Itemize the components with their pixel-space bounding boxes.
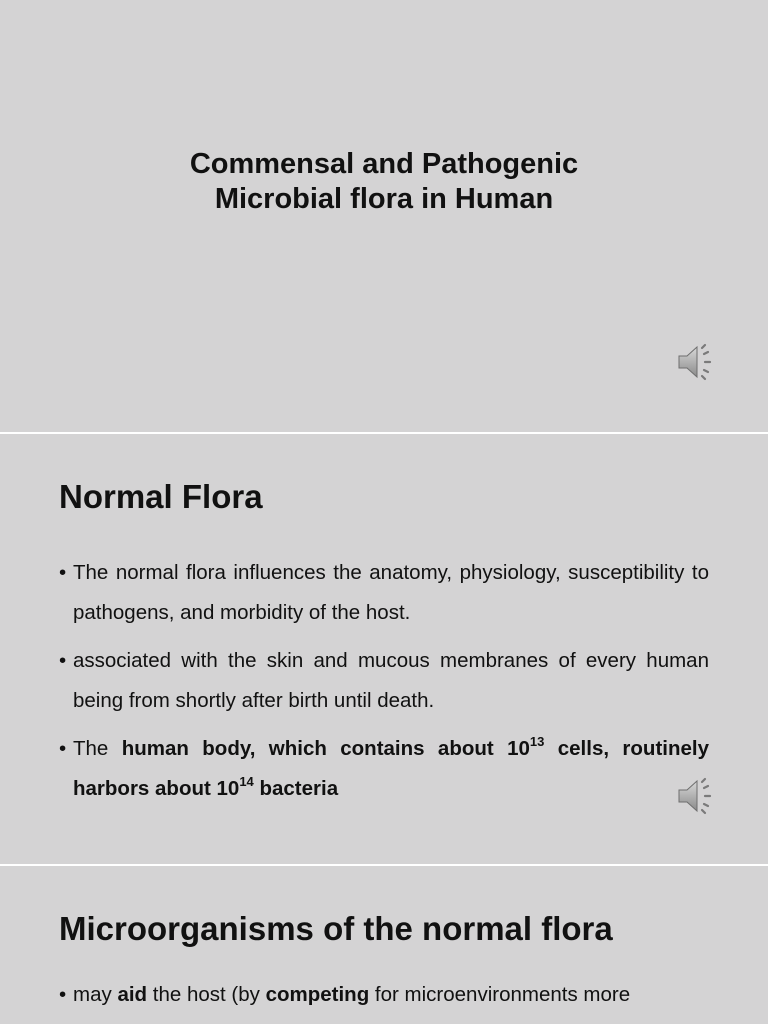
bullet-text-lead: The [73, 737, 122, 760]
bullet-dot: • [59, 737, 67, 760]
exponent: 13 [529, 734, 545, 749]
bullet-dot: • [59, 561, 67, 584]
title-line-2: Microbial flora in Human [214, 183, 554, 215]
bullet-dot: • [59, 983, 67, 1006]
bullet-text: the host (by [147, 983, 266, 1006]
bullet-text: associated with the skin and mucous membranes of every human being from shortly after birth until death. [73, 649, 709, 712]
bullet-list [59, 975, 709, 1023]
normal-flora-slide [0, 434, 768, 864]
bullet-text: may [73, 983, 118, 1006]
bullet-bold-text: cells, routinely harbors about 10 [73, 737, 709, 800]
exponent: 14 [239, 774, 254, 789]
list-item [59, 729, 709, 809]
bullet-bold-text: human body, which contains about 10 [121, 737, 530, 760]
slide-title [0, 147, 768, 217]
bullet-bold-text: competing [265, 983, 370, 1006]
slide-heading: Normal Flora [59, 478, 263, 515]
bullet-text: for microenvironments more [369, 983, 631, 1006]
list-item [59, 553, 709, 633]
list-item [59, 975, 709, 1015]
speaker-icon[interactable] [677, 342, 717, 382]
microorganisms-slide [0, 866, 768, 1024]
bullet-bold-text: aid [117, 983, 148, 1006]
title-line-1: Commensal and Pathogenic [189, 148, 579, 180]
speaker-icon[interactable] [677, 776, 717, 816]
bullet-list [59, 553, 709, 817]
bullet-text: The normal flora influences the anatomy, physiology, susceptibility to pathogens, and morbidity of the host. [73, 561, 709, 624]
slide-heading: Microorganisms of the normal flora [59, 910, 613, 947]
bullet-dot: • [59, 649, 67, 672]
list-item [59, 641, 709, 721]
bullet-bold-text: bacteria [253, 777, 339, 800]
title-slide [0, 0, 768, 432]
